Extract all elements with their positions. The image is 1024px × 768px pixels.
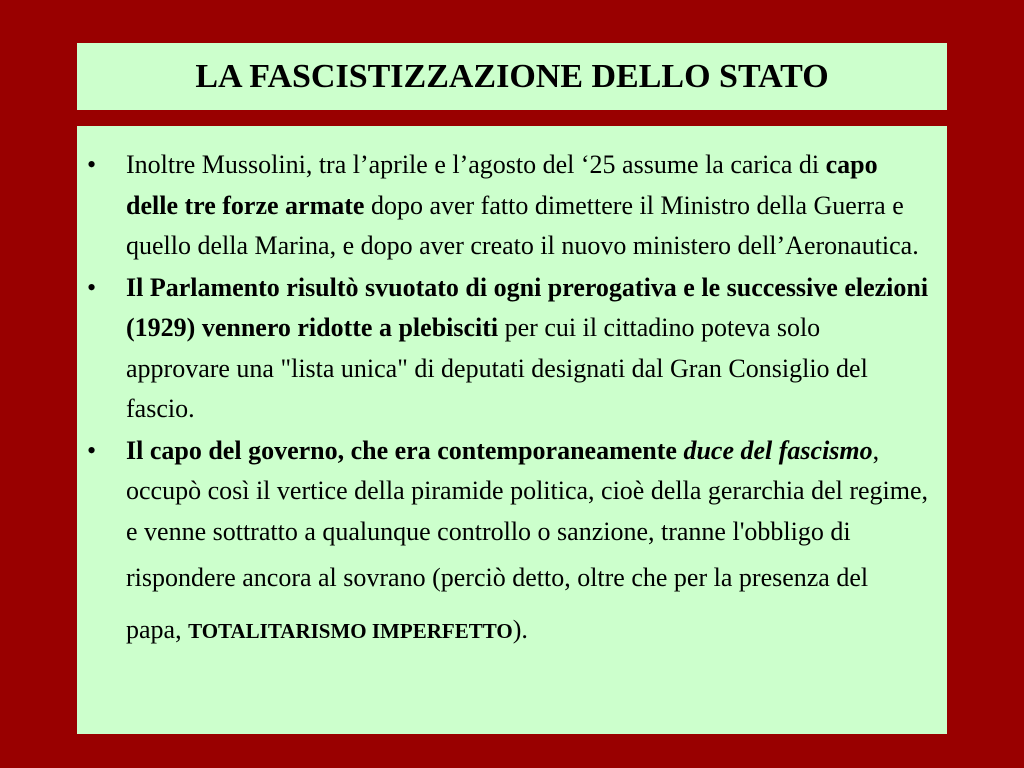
bullet-1-bold: capo delle tre forze armate xyxy=(126,150,878,220)
bullet-icon: • xyxy=(87,272,97,302)
bullet-3-text: , occupò così il vertice della piramide politica, cioè della gerarchia del regime, e venne sottratto a qualunque controllo o sanzione, tranne l'obbligo di rispondere ancora al sovrano (perciò detto, oltre che per la xyxy=(126,435,929,592)
bullet-item-2 xyxy=(77,268,929,430)
bullet-3-text-end: ). xyxy=(512,615,528,644)
bullet-2-bold: Il Parlamento risultò svuotato di ogni prerogativa e le successive elezioni (1929) vennero ridotte a plebisciti xyxy=(126,272,929,342)
title-panel xyxy=(77,43,947,110)
bullet-item-1 xyxy=(77,145,929,267)
bullet-1-text-end: dopo aver fatto dimettere il Ministro della Guerra e quello della Marina, e dopo aver creato il nuovo ministero dell’Aeronautica. xyxy=(126,190,919,260)
bullet-3-bold-italic: duce del fascismo xyxy=(683,435,873,465)
slide-title: LA FASCISTIZZAZIONE DELLO STATO xyxy=(195,57,829,95)
bullet-2-text: per cui il cittadino poteva solo approvare una "lista unica" di deputati designati dal Gran Consiglio del fascio. xyxy=(126,313,868,423)
bullet-3-emphasis: TOTALITARISMO IMPERFETTO xyxy=(188,619,513,643)
bullet-list xyxy=(77,126,947,656)
bullet-3-bold: Il capo del governo, che era contemporaneamente xyxy=(126,435,684,465)
bullet-3-text-2: presenza del papa, xyxy=(126,563,869,644)
bullet-item-3 xyxy=(77,431,929,657)
bullet-icon: • xyxy=(87,150,97,179)
bullet-icon: • xyxy=(87,435,97,465)
bullet-1-text: Inoltre Mussolini, tra l’aprile e l’agosto del ‘25 assume la carica di xyxy=(126,150,826,179)
content-panel xyxy=(77,126,947,734)
